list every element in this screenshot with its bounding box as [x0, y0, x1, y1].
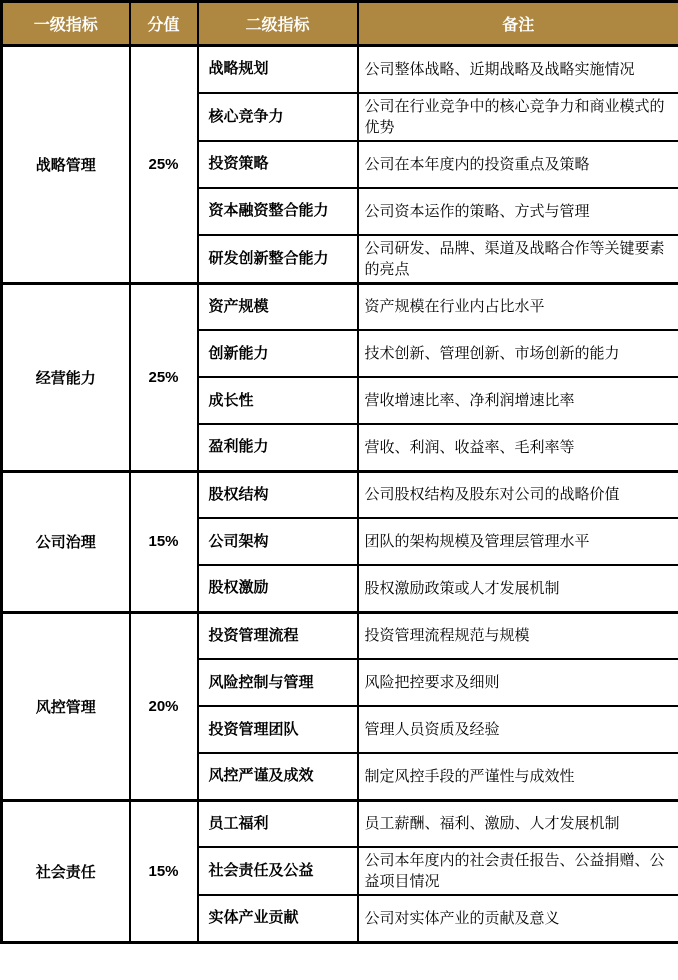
level2-indicator-cell: 研发创新整合能力	[198, 235, 358, 284]
remark-cell: 公司本年度内的社会责任报告、公益捐赠、公益项目情况	[358, 847, 678, 895]
level2-indicator-cell: 员工福利	[198, 800, 358, 847]
remark-cell: 资产规模在行业内占比水平	[358, 283, 678, 330]
remark-cell: 团队的架构规模及管理层管理水平	[358, 518, 678, 565]
remark-cell: 营收、利润、收益率、毛利率等	[358, 424, 678, 471]
remark-cell: 风险把控要求及细则	[358, 659, 678, 706]
remark-cell: 技术创新、管理创新、市场创新的能力	[358, 330, 678, 377]
remark-cell: 公司资本运作的策略、方式与管理	[358, 188, 678, 235]
level2-indicator-cell: 资产规模	[198, 283, 358, 330]
level2-indicator-cell: 核心竞争力	[198, 93, 358, 141]
header-cell-score: 分值	[130, 2, 198, 46]
remark-cell: 股权激励政策或人才发展机制	[358, 565, 678, 612]
header-cell-level2-indicator: 二级指标	[198, 2, 358, 46]
group-name-cell: 战略管理	[2, 46, 130, 284]
level2-indicator-cell: 公司架构	[198, 518, 358, 565]
group-score-cell: 20%	[130, 612, 198, 800]
header-row	[2, 2, 678, 46]
level2-indicator-cell: 股权激励	[198, 565, 358, 612]
table-row	[2, 800, 678, 847]
level2-indicator-cell: 资本融资整合能力	[198, 188, 358, 235]
table-row	[2, 46, 678, 93]
level2-indicator-cell: 股权结构	[198, 471, 358, 518]
level2-indicator-cell: 盈利能力	[198, 424, 358, 471]
level2-indicator-cell: 社会责任及公益	[198, 847, 358, 895]
remark-cell: 公司在行业竞争中的核心竞争力和商业模式的优势	[358, 93, 678, 141]
group-name-cell: 风控管理	[2, 612, 130, 800]
level2-indicator-cell: 实体产业贡献	[198, 895, 358, 942]
group-score-cell: 15%	[130, 471, 198, 612]
level2-indicator-cell: 创新能力	[198, 330, 358, 377]
remark-cell: 投资管理流程规范与规模	[358, 612, 678, 659]
table-body	[2, 46, 678, 943]
group-score-cell: 15%	[130, 800, 198, 942]
level2-indicator-cell: 投资管理团队	[198, 706, 358, 753]
group-score-cell: 25%	[130, 46, 198, 284]
remark-cell: 管理人员资质及经验	[358, 706, 678, 753]
level2-indicator-cell: 投资管理流程	[198, 612, 358, 659]
level2-indicator-cell: 投资策略	[198, 141, 358, 188]
table-row	[2, 471, 678, 518]
group-score-cell: 25%	[130, 283, 198, 471]
remark-cell: 公司研发、品牌、渠道及战略合作等关键要素的亮点	[358, 235, 678, 284]
level2-indicator-cell: 风险控制与管理	[198, 659, 358, 706]
remark-cell: 员工薪酬、福利、激励、人才发展机制	[358, 800, 678, 847]
remark-cell: 公司股权结构及股东对公司的战略价值	[358, 471, 678, 518]
remark-cell: 营收增速比率、净利润增速比率	[358, 377, 678, 424]
remark-cell: 制定风控手段的严谨性与成效性	[358, 753, 678, 800]
group-name-cell: 经营能力	[2, 283, 130, 471]
level2-indicator-cell: 风控严谨及成效	[198, 753, 358, 800]
remark-cell: 公司在本年度内的投资重点及策略	[358, 141, 678, 188]
table-header	[2, 2, 678, 46]
header-cell-level1-indicator: 一级指标	[2, 2, 130, 46]
group-name-cell: 公司治理	[2, 471, 130, 612]
table-row	[2, 612, 678, 659]
level2-indicator-cell: 成长性	[198, 377, 358, 424]
group-name-cell: 社会责任	[2, 800, 130, 942]
table-row	[2, 283, 678, 330]
remark-cell: 公司整体战略、近期战略及战略实施情况	[358, 46, 678, 93]
level2-indicator-cell: 战略规划	[198, 46, 358, 93]
remark-cell: 公司对实体产业的贡献及意义	[358, 895, 678, 942]
header-cell-remark: 备注	[358, 2, 678, 46]
